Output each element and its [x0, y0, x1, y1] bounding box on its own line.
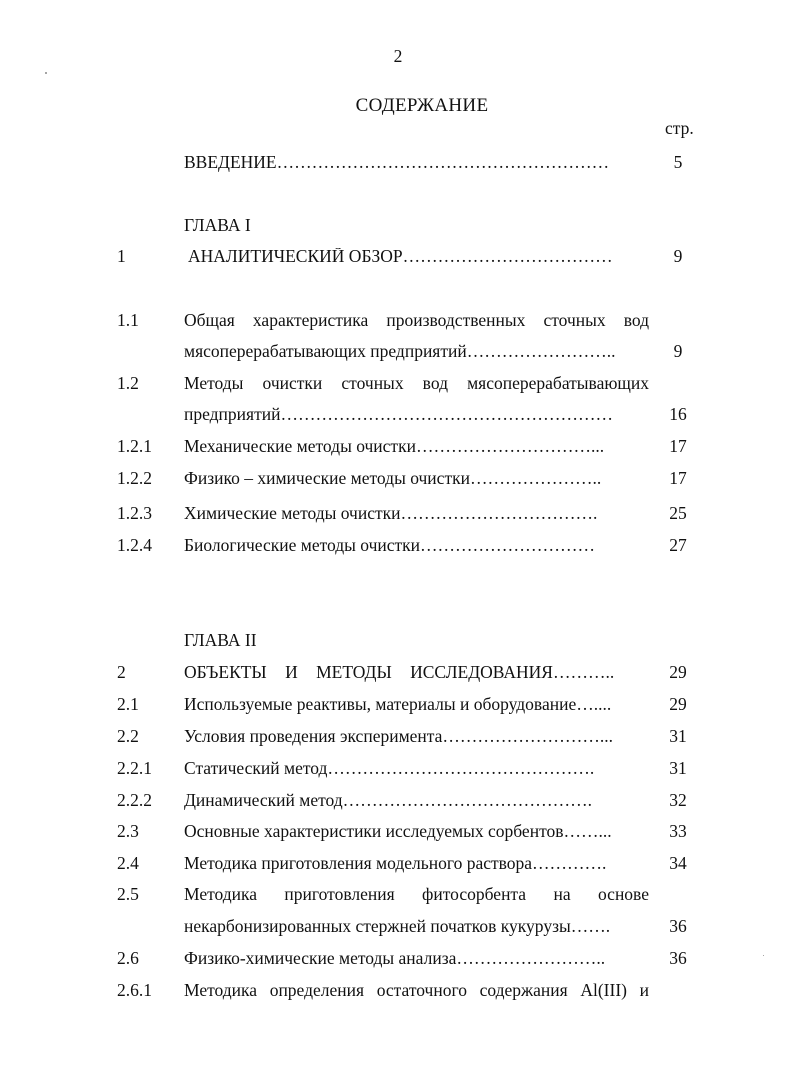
- scan-speck: [763, 955, 764, 956]
- toc-entry-page: 29: [669, 662, 687, 682]
- toc-entry-page: 36: [669, 916, 687, 936]
- toc-entry-page: 31: [669, 726, 687, 746]
- toc-entry-page: 17: [669, 436, 687, 456]
- toc-entry-number: 2.1: [117, 694, 139, 714]
- toc-entry-number: 1.2.2: [117, 468, 152, 488]
- toc-entry-text-continued: мясоперерабатывающих предприятий……………………..: [184, 343, 616, 361]
- scan-speck: [45, 72, 47, 74]
- toc-entry-text: Динамический метод…………………………………….: [184, 792, 593, 810]
- toc-entry-text: Используемые реактивы, материалы и оборудование…....: [184, 696, 612, 714]
- toc-entry-page: 34: [669, 853, 687, 873]
- toc-entry-number: 2.6: [117, 948, 139, 968]
- toc-entry-number: 2.3: [117, 821, 139, 841]
- toc-entry-number: 1.2.1: [117, 436, 152, 456]
- toc-entry-text: Условия проведения эксперимента………………………...: [184, 728, 614, 746]
- toc-entry-number: 2.2.2: [117, 790, 152, 810]
- toc-entry-page: 25: [669, 503, 687, 523]
- toc-entry-number: 2.6.1: [117, 980, 152, 1000]
- toc-entry-text-continued: некарбонизированных стержней початков кукурузы…….: [184, 918, 611, 936]
- page-column-label: стр.: [665, 118, 694, 138]
- toc-entry-text: Общая характеристика производственных сточных вод: [184, 312, 649, 330]
- toc-entry-page: 27: [669, 535, 687, 555]
- toc-entry-text: Методика приготовления фитосорбента на основе: [184, 886, 649, 904]
- toc-entry-number: 2.5: [117, 884, 139, 904]
- toc-entry-text: Методика приготовления модельного раствора………….: [184, 855, 607, 873]
- toc-entry-page: 9: [673, 246, 683, 266]
- toc-entry-number: 2.2.1: [117, 758, 152, 778]
- toc-entry-number: 2: [117, 662, 126, 682]
- toc-entry-number: 1.1: [117, 310, 139, 330]
- toc-entry-text: Физико-химические методы анализа……………………..: [184, 950, 606, 968]
- toc-entry-text: АНАЛИТИЧЕСКИЙ ОБЗОР………………………………: [188, 248, 613, 266]
- chapter-heading: ГЛАВА II: [184, 630, 257, 650]
- toc-entry-text: Биологические методы очистки…………………………: [184, 537, 596, 555]
- toc-entry-page: 16: [669, 404, 687, 424]
- toc-entry-text: Химические методы очистки…………………………….: [184, 505, 598, 523]
- toc-entry-text: Методика определения остаточного содержания Al(III) и: [184, 982, 649, 1000]
- toc-entry-text: ОБЪЕКТЫ И МЕТОДЫ ИССЛЕДОВАНИЯ………..: [184, 664, 615, 682]
- toc-entry-number: 1.2: [117, 373, 139, 393]
- toc-entry-page: 17: [669, 468, 687, 488]
- toc-entry-number: 2.4: [117, 853, 139, 873]
- page-number: 2: [393, 46, 403, 66]
- toc-entry-page: 9: [673, 341, 683, 361]
- toc-entry-page: 32: [669, 790, 687, 810]
- toc-entry-page: 33: [669, 821, 687, 841]
- chapter-heading: ГЛАВА I: [184, 215, 251, 235]
- toc-entry-text: ВВЕДЕНИЕ…………………………………………………: [184, 154, 610, 172]
- toc-entry-number: 2.2: [117, 726, 139, 746]
- toc-entry-page: 36: [669, 948, 687, 968]
- toc-entry-text: Механические методы очистки…………………………...: [184, 438, 605, 456]
- toc-entry-page: 29: [669, 694, 687, 714]
- toc-entry-page: 31: [669, 758, 687, 778]
- page-title: СОДЕРЖАНИЕ: [355, 95, 489, 116]
- toc-entry-text: Физико – химические методы очистки…………………..: [184, 470, 602, 488]
- toc-entry-text: Основные характеристики исследуемых сорбентов……...: [184, 823, 612, 841]
- toc-entry-text: Статический метод……………………………………….: [184, 760, 595, 778]
- toc-entry-text: Методы очистки сточных вод мясоперерабатывающих: [184, 375, 649, 393]
- toc-entry-number: 1.2.4: [117, 535, 152, 555]
- toc-entry-number: 1.2.3: [117, 503, 152, 523]
- toc-entry-page: 5: [673, 152, 683, 172]
- toc-entry-number: 1: [117, 246, 126, 266]
- toc-entry-text-continued: предприятий…………………………………………………: [184, 406, 613, 424]
